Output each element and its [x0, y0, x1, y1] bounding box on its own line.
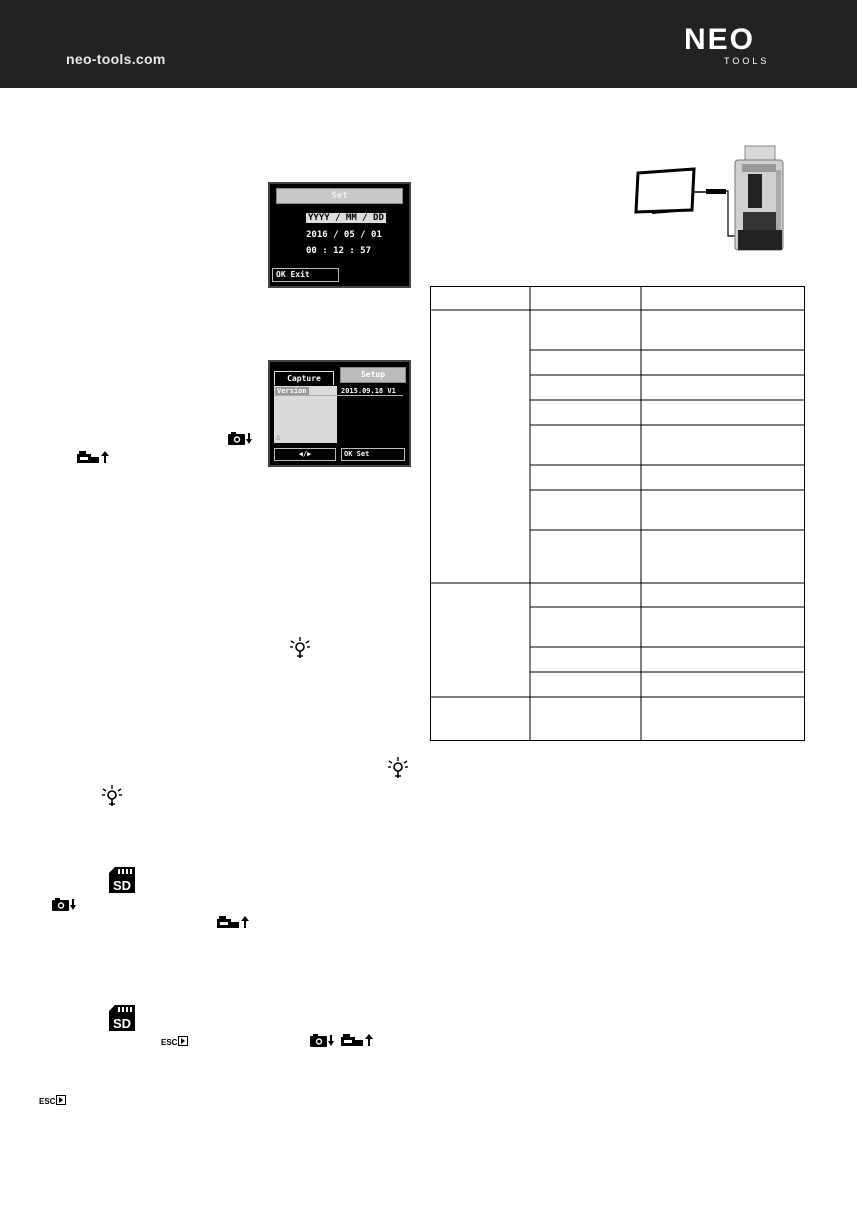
- version-value: 2015.09.18 V1: [341, 387, 396, 395]
- play-icon: [56, 1095, 66, 1105]
- lamp-icon: [289, 636, 311, 660]
- camera-shutter-icon: [227, 431, 257, 446]
- play-icon: [178, 1036, 188, 1046]
- sd-card-icon: [108, 1004, 136, 1032]
- scroll-marker-icon: △: [276, 433, 281, 441]
- inspection-device-icon: [735, 146, 783, 250]
- tab-setup: Setup: [340, 367, 406, 383]
- video-record-icon: [340, 1033, 374, 1047]
- esc-label: ESC: [39, 1097, 56, 1106]
- page-header: [0, 0, 857, 88]
- date-format: YYYY / MM / DD: [308, 213, 384, 223]
- ok-set-hint: OK Set: [341, 448, 405, 461]
- sd-card-icon: [108, 866, 136, 894]
- lcd-date-time-screen: [268, 182, 411, 288]
- svg-text:SD: SD: [112, 1016, 132, 1031]
- tab-capture: Capture: [274, 371, 334, 385]
- brand-logo-subtitle: TOOLS: [724, 56, 770, 66]
- brand-logo: NEO: [684, 23, 756, 56]
- nav-hint: ◀/▶: [274, 448, 336, 461]
- lamp-icon: [387, 756, 409, 780]
- esc-play-icon: [161, 1036, 188, 1048]
- lcd-setup-screen: [268, 360, 411, 467]
- video-record-icon: [76, 450, 110, 464]
- ok-exit-hint: OK Exit: [272, 268, 339, 282]
- tv-connection-illustration: [630, 140, 790, 258]
- lcd-title-bar: Set: [276, 188, 403, 204]
- tv-icon: [636, 169, 694, 213]
- svg-text:SD: SD: [112, 878, 132, 893]
- lamp-icon: [101, 784, 123, 808]
- camera-shutter-icon: [51, 897, 81, 912]
- esc-label: ESC: [161, 1038, 178, 1047]
- version-label: Version: [277, 387, 307, 395]
- video-record-icon: [216, 915, 250, 929]
- camera-shutter-icon: [309, 1033, 339, 1048]
- date-value: 2016 / 05 / 01: [306, 230, 382, 240]
- spec-table: [430, 286, 806, 742]
- site-url: neo-tools.com: [66, 51, 166, 67]
- esc-play-icon: [39, 1095, 66, 1107]
- time-value: 00 : 12 : 57: [306, 246, 372, 256]
